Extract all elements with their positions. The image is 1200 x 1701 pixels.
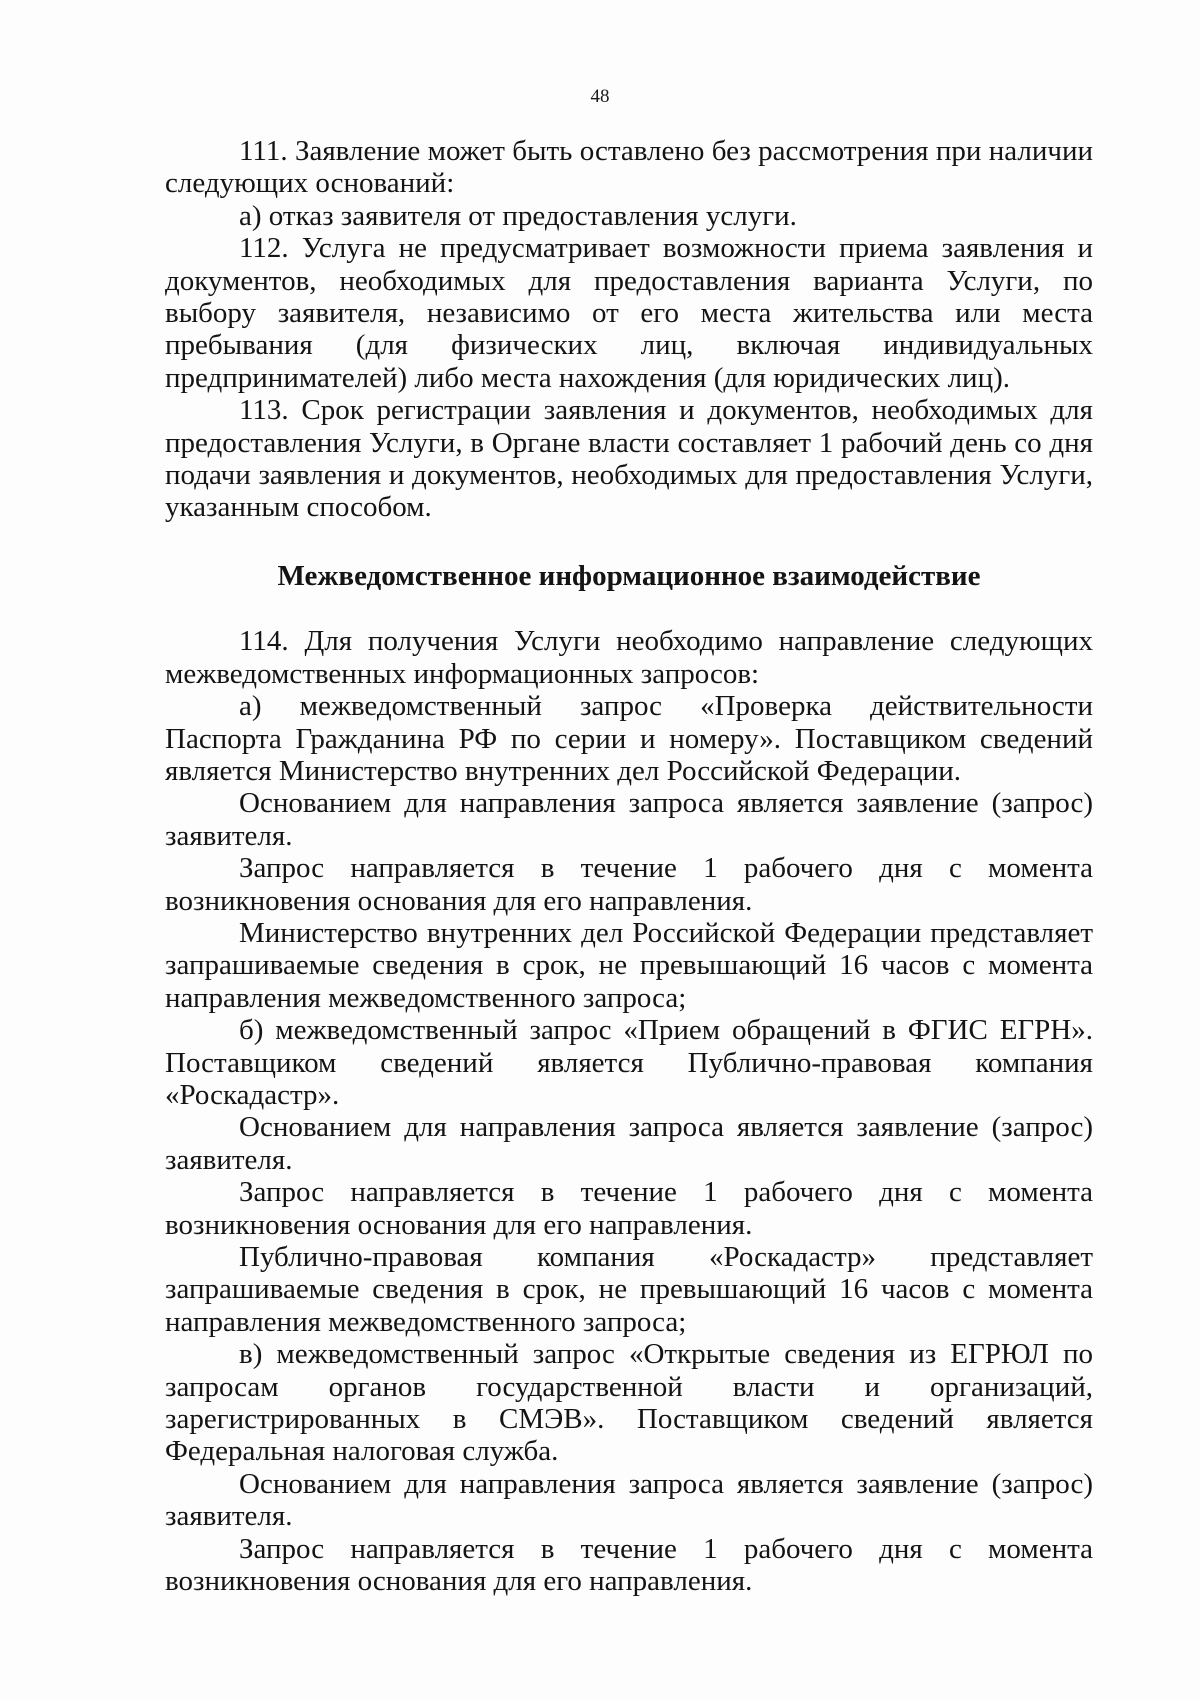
paragraph-114-a: а) межведомственный запрос «Проверка действительности Паспорта Гражданина РФ по серии и номеру». Поставщиком сведений является Министерство внутренних дел Российской Федерации.: [165, 690, 1093, 787]
paragraph-basis: Основанием для направления запроса является заявление (запрос) заявителя.: [165, 787, 1093, 852]
paragraph-111: 111. Заявление может быть оставлено без рассмотрения при наличии следующих оснований:: [165, 135, 1093, 200]
spacer: [165, 524, 1093, 560]
paragraph-roskadastr-response: Публично-правовая компания «Роскадастр» представляет запрашиваемые сведения в срок, не превышающий 16 часов с момента направления межведомственного запроса;: [165, 1241, 1093, 1338]
paragraph-114-b: б) межведомственный запрос «Прием обращений в ФГИС ЕГРН». Поставщиком сведений является Публично-правовая компания «Роскадастр».: [165, 1014, 1093, 1111]
paragraph-113: 113. Срок регистрации заявления и документов, необходимых для предоставления Услуги, в Органе власти составляет 1 рабочий день со дня подачи заявления и документов, необходимых для предоставления Услуги, указанным способом.: [165, 394, 1093, 524]
paragraph-112: 112. Услуга не предусматривает возможности приема заявления и документов, необходимых для предоставления варианта Услуги, по выбору заявителя, независимо от его места жительства или места пребывания (для физических лиц, включая индивидуальных предпринимателей) либо места нахождения (для юридических лиц).: [165, 232, 1093, 394]
paragraph-deadline: Запрос направляется в течение 1 рабочего дня с момента возникновения основания для его направления.: [165, 852, 1093, 917]
page-number: 48: [590, 86, 610, 107]
paragraph-114: 114. Для получения Услуги необходимо направление следующих межведомственных информационных запросов:: [165, 625, 1093, 690]
paragraph-114-v: в) межведомственный запрос «Открытые сведения из ЕГРЮЛ по запросам органов государственной власти и организаций, зарегистрированных в СМЭВ». Поставщиком сведений является Федеральная налоговая служба.: [165, 1338, 1093, 1468]
spacer: [165, 592, 1093, 625]
document-body: [165, 135, 1093, 1597]
paragraph-mvd-response: Министерство внутренних дел Российской Федерации представляет запрашиваемые сведения в срок, не превышающий 16 часов с момента направления межведомственного запроса;: [165, 916, 1093, 1014]
section-heading: Межведомственное информационное взаимодействие: [277, 559, 981, 592]
paragraph-111-a: а) отказ заявителя от предоставления услуги.: [239, 199, 797, 232]
paragraph-basis: Основанием для направления запроса является заявление (запрос) заявителя.: [165, 1467, 1093, 1533]
paragraph-deadline: Запрос направляется в течение 1 рабочего дня с момента возникновения основания для его направления.: [165, 1532, 1093, 1598]
paragraph-deadline: Запрос направляется в течение 1 рабочего дня с момента возникновения основания для его направления.: [165, 1176, 1093, 1241]
paragraph-basis: Основанием для направления запроса является заявление (запрос) заявителя.: [165, 1111, 1093, 1176]
